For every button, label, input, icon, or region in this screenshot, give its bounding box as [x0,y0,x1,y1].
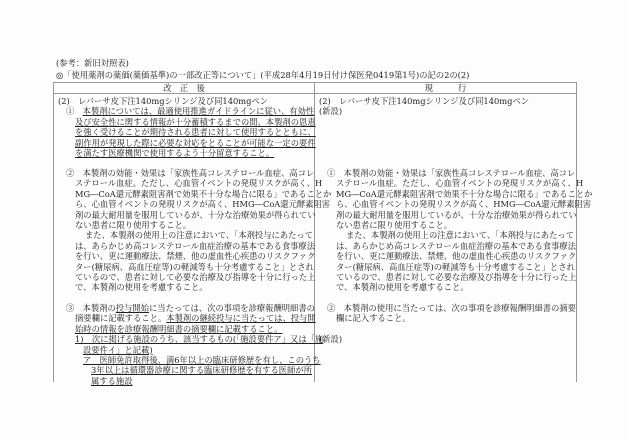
underlined-text: 3年以上は循環器診療に関する臨床研修歴を有する医師が所 [91,365,312,376]
text-line [66,168,315,178]
text-segment: は、あらかじめ高コレステロール血症治療の基本である食事療法 [75,240,316,251]
text-line [336,272,577,282]
header-revised: 改 正 後 [163,83,205,93]
text-segment: 摘要欄に記載すること。 [75,313,167,324]
text-segment: ない患者に限り使用すること。 [336,220,453,230]
text-line [327,303,574,313]
text-line [75,240,316,251]
text-line [319,106,342,116]
text-segment: (2) レバーサ皮下注140mgシリンジ及び同140mgペン [319,96,530,106]
text-line [336,188,593,199]
underlined-text: 始時の情報を診療報酬明細書の摘要欄に記載すること。 [75,323,283,334]
text-line [319,96,529,106]
text-segment: ③ 本製剤の [66,303,116,313]
underlined-text: ア 医師免許取得後、満6年以上の臨床研修歴を有し、このうち [83,355,321,365]
underlined-text: 副作用が発現した際に必要な対応をとることが可能な一定の要件 [75,137,316,148]
text-line [75,178,323,189]
underlined-text: 本製剤の継続投与に当たっては、投与開 [166,313,316,324]
text-segment: MG―CoA還元酵素阻害剤で効果不十分な場合に限る」であることか [336,188,593,199]
text-line [336,178,584,189]
underlined-text: 設要件イ」と記載) [83,344,153,355]
text-line [336,199,592,210]
text-line [75,251,316,262]
text-segment: 剤の最大耐用量を服用しているが、十分な治療効果が得られてい [336,209,577,220]
text-segment: 欄に記入すること。 [336,313,411,324]
text-segment: ② 本製剤の使用に当たっては、次の事項を診療報酬明細書の摘要 [327,303,576,313]
text-line [336,313,411,323]
text-line [91,365,312,375]
underlined-text: を満たす医療機関で使用するよう十分留意すること。 [75,148,275,158]
text-line [346,230,574,240]
text-line [75,220,191,230]
text-segment: ② 本製剤の効能・効果は「家族性高コレステロール血症、高コレ [66,168,315,178]
text-segment: ない患者に限り使用すること。 [75,220,192,230]
text-line [327,168,574,178]
underlined-text: 投与開始 [115,303,149,313]
underlined-text: を強く受けることが期待される患者に対して使用するとともに、 [75,127,316,138]
text-line [75,188,332,199]
text-segment: ター(糖尿病、高血圧症等)の軽減等も十分考慮すること」とされ [336,261,575,272]
text-line [58,96,268,106]
underlined-text: 属する施設 [91,375,133,386]
text-segment: で、本製剤の使用を考慮すること。 [75,282,208,293]
text-segment: また、本製剤の使用上の注意において、「本剤投与にあたって [346,230,574,241]
text-line [91,376,133,386]
underlined-text: 及び安全性に関する情報が十分蓄積するまでの間、本製剤の恩恵 [75,116,316,127]
text-segment: は、あらかじめ高コレステロール血症治療の基本である食事療法 [336,240,577,251]
text-segment: ら、心血管イベントの発現リスクが高く、HMG―CoA還元酵素阻害 [75,199,331,210]
table-right-border [576,82,577,382]
text-segment: を行い、更に運動療法、禁煙、他の虚血性心疾患のリスクファク [336,251,577,262]
text-line [336,251,577,262]
text-line [75,148,274,158]
text-segment: 剤の最大耐用量を服用しているが、十分な治療効果が得られてい [75,209,316,220]
reference-label: (参考：新旧対照表) [56,58,129,68]
text-line [75,313,316,324]
text-segment: ター(糖尿病、高血圧症等)の軽減等も十分考慮すること」とされ [75,261,314,272]
text-segment: ら、心血管イベントの発現リスクが高く、HMG―CoA還元酵素阻害 [336,199,592,210]
text-line [75,262,312,272]
text-line [66,303,315,313]
text-line [75,116,316,127]
text-line [75,334,324,345]
text-line [83,345,153,355]
table-left-border [53,82,54,382]
text-segment: (新設) [319,333,343,344]
text-line [336,262,574,272]
text-segment: を行い、更に運動療法、禁煙、他の虚血性心疾患のリスクファク [75,251,316,262]
notice-title: ◎「使用薬剤の薬価(薬価基準)の一部改正等について」(平成28年4月19日付け保医発0419第1号)の記の2の(2) [56,70,470,80]
text-line [336,220,452,230]
text-segment: に当たっては、次の事項を診療報酬明細書の [149,303,315,313]
text-line [336,282,469,292]
text-line [75,324,282,334]
text-segment: (2) レバーサ皮下注140mgシリンジ及び同140mgペン [58,96,269,106]
text-segment: また、本製剤の使用上の注意において、「本剤投与にあたって [85,230,313,241]
text-segment: ① 本製剤の効能・効果は「家族性高コレステロール血症、高コレ [327,168,576,178]
text-line [75,127,316,138]
text-segment: で、本製剤の使用を考慮すること。 [336,282,469,293]
text-segment: ステロール血症。ただし、心血管イベントの発現リスクが高く、H [75,178,323,189]
text-segment: ているので、患者に対して必要な治療及び指導を十分に行った上 [75,272,316,282]
text-line [66,106,315,117]
text-line [85,230,312,240]
underlined-text: 1) 次に掲げる施設のうち、該当するもの(「施設要件ア」又は「施 [75,334,324,345]
text-line [336,240,577,251]
text-line [75,272,316,282]
text-line [83,355,321,365]
text-segment: ステロール血症。ただし、心血管イベントの発現リスクが高く、H [336,178,584,189]
text-segment: ているので、患者に対して必要な治療及び指導を十分に行った上 [336,272,577,282]
header-current: 現 行 [424,83,467,93]
text-line [319,334,342,344]
text-line [75,282,208,292]
text-segment: (新設) [319,106,343,117]
text-line [75,209,316,220]
text-line [75,137,316,148]
text-segment: ① [66,106,83,117]
text-segment: MG―CoA還元酵素阻害剤で効果不十分な場合に限る」であることか [75,188,332,199]
header-bottom-border [53,93,577,94]
text-line [75,199,331,210]
underlined-text: 本製剤については、最適使用推進ガイドラインに従い、有効性 [82,106,315,117]
text-line [336,209,577,220]
